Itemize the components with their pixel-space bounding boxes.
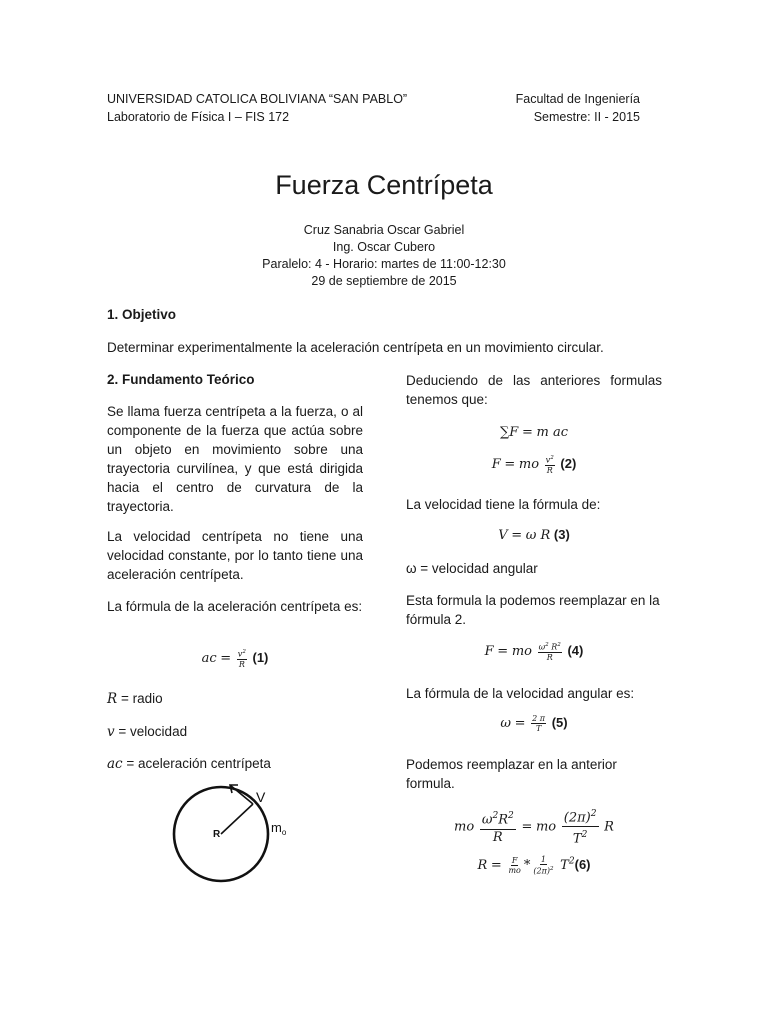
- deduction-text: Deduciendo de las anteriores formulas tenemos que:: [406, 373, 662, 407]
- page-title: Fuerza Centrípeta: [275, 170, 493, 200]
- semester: Semestre: II - 2015: [533, 110, 640, 124]
- definition-velocity-text: = velocidad: [118, 724, 188, 739]
- objective-text: Determinar experimentalmente la aceleración centrípeta en un movimiento circular.: [107, 340, 604, 355]
- equation-1-label: (1): [252, 649, 269, 665]
- mass-label: [271, 820, 287, 837]
- equation-1: ac = $\frac{v^2}{R}$ (1): [201, 649, 269, 669]
- teacher: Ing. Oscar Cubero: [332, 240, 436, 254]
- omega-definition: ω = velocidad angular: [406, 561, 538, 576]
- circular-motion-diagram: [160, 780, 320, 890]
- date: 29 de septiembre de 2015: [311, 274, 457, 288]
- definition-radius-text: = radio: [120, 691, 163, 706]
- mass-label-sub: o: [281, 828, 287, 837]
- objective-heading: 1. Objetivo: [107, 307, 177, 322]
- theory-paragraph-1: Se llama fuerza centrípeta a la fuerza, o al componente de la fuerza que actúa sobre un objeto en movimiento sobre una trayectoria curvilínea, y que está dirigida hacia el centro de curvatura de la trayectoria.: [107, 404, 363, 514]
- angular-velocity-text: La fórmula de la velocidad angular es:: [406, 686, 635, 701]
- equation-6: R = $\frac{F}{mo}$ * $\frac{1}{(2\pi)^2}$ $T^2(6)$: [477, 855, 591, 876]
- equation-4: F = mo $\frac{\omega^2 R^2}{R}$ (4): [484, 642, 584, 662]
- theory-paragraph-3: La fórmula de la aceleración centrípeta es:: [107, 599, 363, 614]
- velocity-formula-text: La velocidad tiene la fórmula de:: [406, 497, 601, 512]
- definition-velocity: v = velocidad: [107, 724, 188, 740]
- velocity-label: V: [256, 789, 266, 805]
- radius-label: R: [213, 829, 221, 840]
- theory-heading: 2. Fundamento Teórico: [107, 372, 255, 387]
- velocity-arrow: [230, 785, 253, 804]
- sum-force-equation: ∑F = m ac: [500, 425, 568, 440]
- mass-label-main: m: [271, 820, 282, 835]
- university-name: UNIVERSIDAD CATOLICA BOLIVIANA “SAN PABLO”: [107, 92, 408, 106]
- equation-3: V = ω R (3): [498, 527, 570, 543]
- author-block: [0, 222, 768, 290]
- replace-text-2: Podemos reemplazar en la anterior formula.: [406, 757, 617, 791]
- equation-2: F = mo $\frac{v^2}{R}$ (2): [491, 455, 577, 475]
- faculty-name: Facultad de Ingeniería: [515, 92, 640, 106]
- header-left: [107, 90, 407, 126]
- equation-4-label: (4): [567, 642, 584, 658]
- equation-5-label: (5): [551, 714, 568, 730]
- author: Cruz Sanabria Oscar Gabriel: [303, 223, 465, 237]
- equation-5: ω = $\frac{2 \pi}{T}$ (5): [500, 714, 568, 733]
- equation-3-label: (3): [553, 527, 570, 542]
- definition-acceleration-text: = aceleración centrípeta: [126, 756, 271, 771]
- schedule: Paralelo: 4 - Horario: martes de 11:00-12:30: [262, 257, 506, 271]
- radius-line: [221, 804, 253, 834]
- replace-text: Esta formula la podemos reemplazar en la fórmula 2.: [406, 593, 660, 627]
- substituted-equation: mo $\frac{\omega^2R^2}{R}$ = mo $\frac{(2\pi)^2}{T^2}$ R: [406, 806, 662, 848]
- definition-acceleration: ac = aceleración centrípeta: [107, 756, 271, 772]
- definition-radius: R = radio: [107, 691, 163, 707]
- theory-paragraph-2: La velocidad centrípeta no tiene una velocidad constante, por lo tanto tiene una aceleración centrípeta.: [107, 529, 363, 582]
- lab-name: Laboratorio de Física I – FIS 172: [107, 110, 290, 124]
- header-right: [516, 90, 640, 126]
- equation-6-label: (6): [574, 856, 591, 872]
- equation-2-label: (2): [560, 455, 577, 471]
